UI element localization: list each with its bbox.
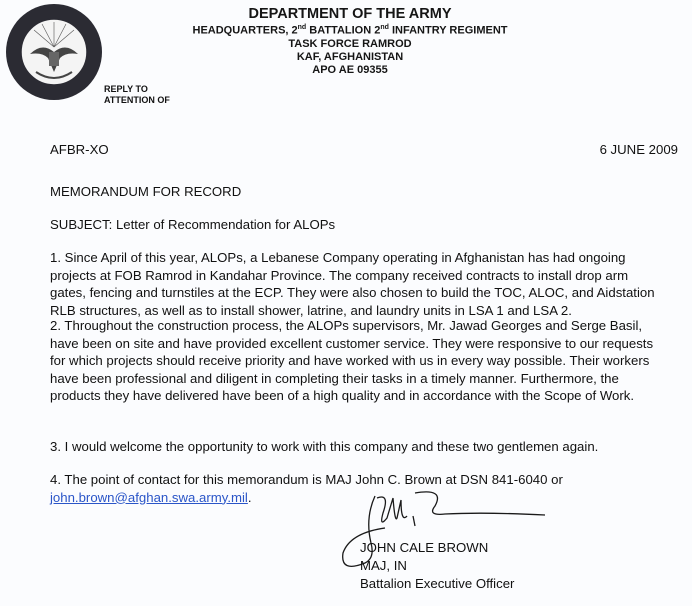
signer-rank: MAJ, IN: [360, 558, 407, 573]
letterhead-task-force: TASK FORCE RAMROD: [288, 38, 412, 50]
text-line: 4. The point of contact for this memorandum is MAJ John C. Brown at DSN 841-6040 or: [50, 472, 563, 487]
paragraph-1: [50, 249, 655, 319]
text-line: 1. Since April of this year, ALOPs, a Lebanese Company operating in Afghanistan has had ongoing: [50, 250, 626, 265]
letterhead-apo: APO AE 09355: [312, 64, 388, 76]
attention-of-label: ATTENTION OF: [104, 95, 170, 105]
text-line: 2. Throughout the construction process, the ALOPs supervisors, Mr. Jawad Georges and Serge Basil,: [50, 318, 643, 333]
text-line: gates, fencing and turnstiles at the ECP. They were also chosen to build the TOC, ALOC, and Aidstation: [50, 285, 655, 301]
text-line: 3. I would welcome the opportunity to work with this company and these two gentlemen again.: [50, 439, 599, 454]
signer-position: Battalion Executive Officer: [360, 576, 515, 591]
office-symbol: AFBR-XO: [50, 142, 109, 157]
text-line: have been professional and diligent in completing their tasks in a timely manner. Furthermore, the: [50, 370, 619, 386]
paragraph-2: [50, 317, 653, 405]
email-link[interactable]: john.brown@afghan.swa.army.mil: [50, 489, 248, 505]
text-line: have been on site and have provided excellent customer service. They were responsive to our requests: [50, 335, 654, 351]
department-of-defense-seal: [4, 2, 104, 102]
letterhead-unit: HEADQUARTERS, 2nd BATTALION 2nd INFANTRY REGIMENT: [192, 24, 508, 37]
text-line: projects at FOB Ramrod in Kandahar Province. The company received contracts to install drop arm: [50, 267, 629, 283]
signer-name: JOHN CALE BROWN: [360, 540, 489, 555]
paragraph-3: [50, 438, 598, 456]
letterhead-title: DEPARTMENT OF THE ARMY: [248, 6, 452, 22]
memo-for: MEMORANDUM FOR RECORD: [50, 184, 242, 199]
memo-subject: SUBJECT: Letter of Recommendation for ALOPs: [50, 217, 336, 232]
text-line: products they have delivered have been of a high quality and in accordance with the Scope of Work.: [50, 388, 635, 404]
memo-date: 6 JUNE 2009: [599, 142, 678, 157]
text-line: for which projects should receive priority and have worked with us in every way possible. Their workers: [50, 353, 650, 369]
letterhead-location: KAF, AFGHANISTAN: [296, 51, 404, 63]
period: .: [247, 489, 252, 505]
text-line: RLB structures, as well as to install shower, latrine, and laundry units in LSA 1 and LSA 2.: [50, 302, 572, 318]
reply-to-label: REPLY TO: [104, 84, 148, 94]
